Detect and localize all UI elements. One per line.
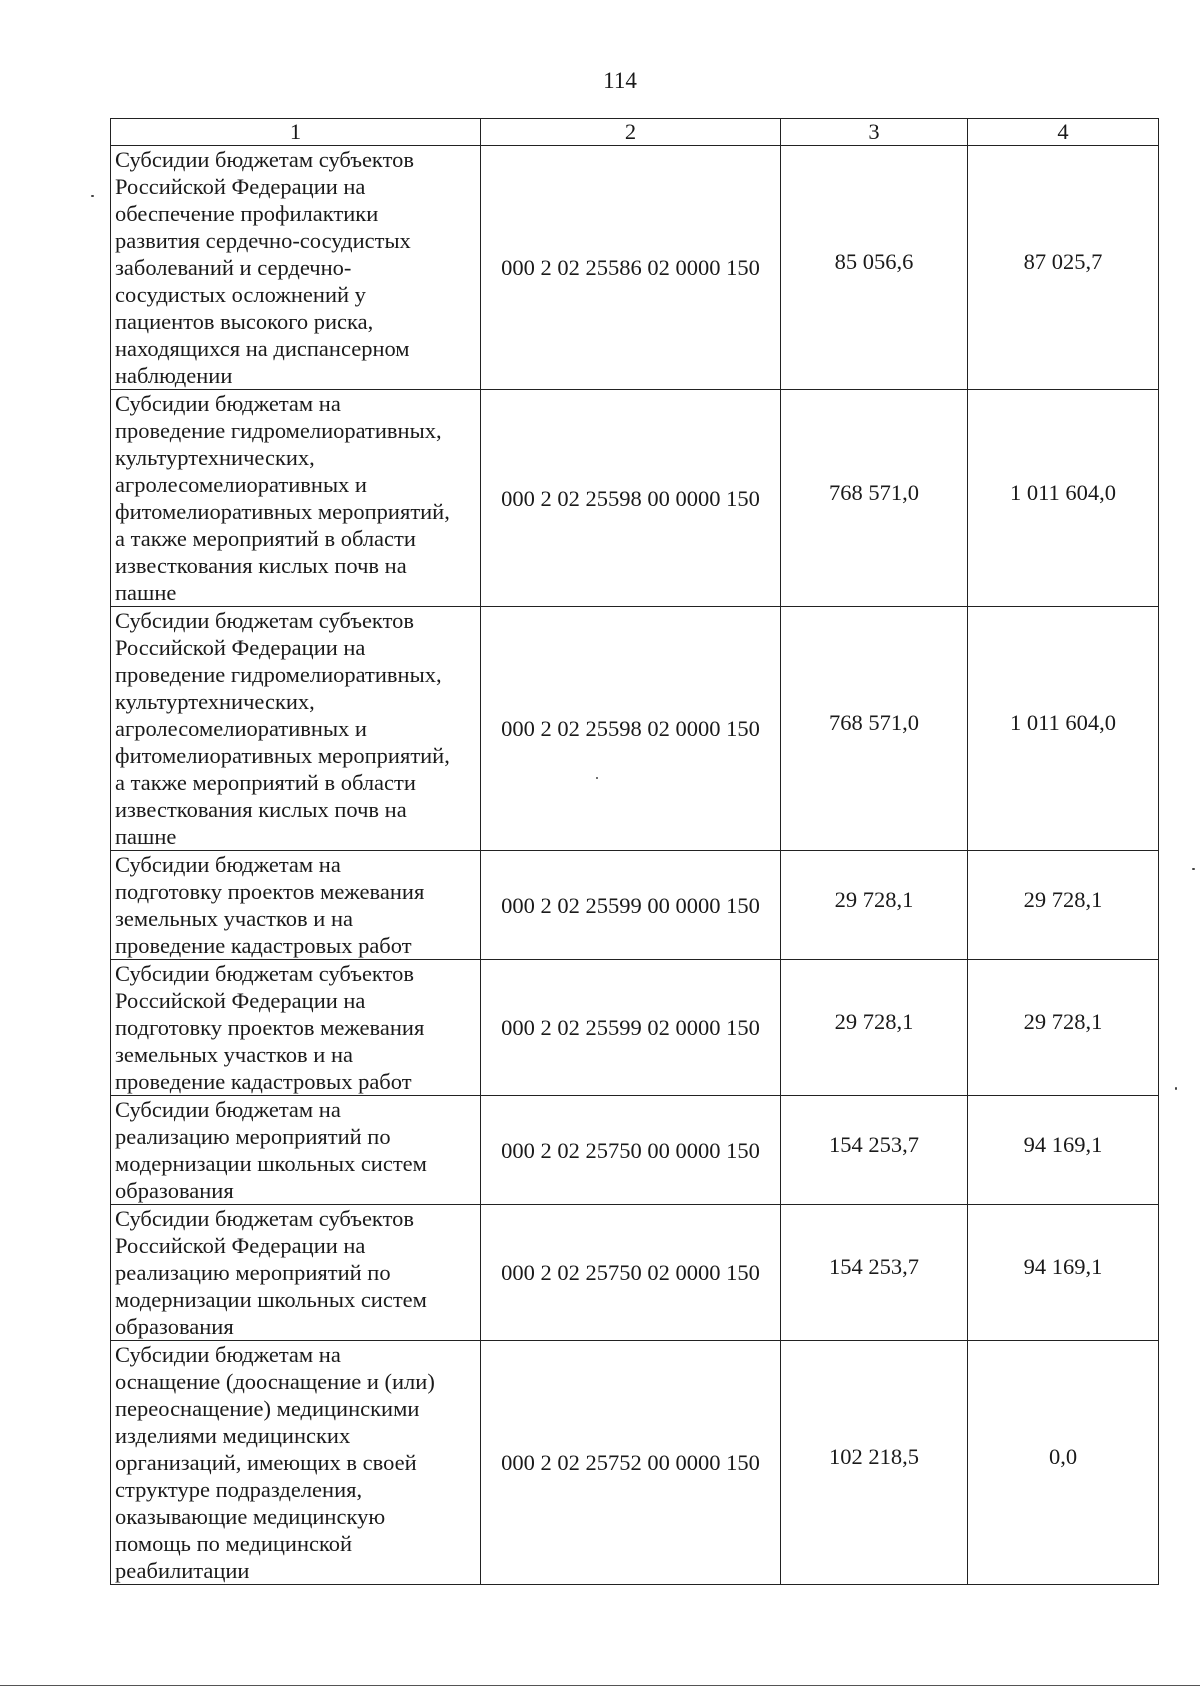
row-name: Субсидии бюджетам субъектов Российской Федерации на проведение гидромелиоративных, культуртехнических, агролесомелиоративных и фитомелиоративных мероприятий, а также мероприятий в области известкования кислых почв на пашне bbox=[111, 607, 481, 851]
row-code: 000 2 02 25750 02 0000 150 bbox=[481, 1205, 781, 1341]
header-cell-1: 1 bbox=[111, 119, 481, 146]
row-name: Субсидии бюджетам субъектов Российской Федерации на реализацию мероприятий по модернизации школьных систем образования bbox=[111, 1205, 481, 1341]
header-cell-3: 3 bbox=[781, 119, 968, 146]
row-value-2: 0,0 bbox=[968, 1341, 1159, 1585]
table-row bbox=[111, 1341, 1159, 1585]
row-code: 000 2 02 25586 02 0000 150 bbox=[481, 146, 781, 390]
row-value-1: 85 056,6 bbox=[781, 146, 968, 390]
page-number: 114 bbox=[603, 68, 637, 93]
table-row bbox=[111, 1096, 1159, 1205]
row-value-1: 29 728,1 bbox=[781, 851, 968, 960]
bottom-rule bbox=[0, 1685, 1200, 1686]
scan-speck bbox=[1192, 868, 1195, 870]
row-code: 000 2 02 25750 00 0000 150 bbox=[481, 1096, 781, 1205]
budget-table bbox=[110, 118, 1159, 1585]
row-code: 000 2 02 25599 00 0000 150 bbox=[481, 851, 781, 960]
row-name: Субсидии бюджетам на проведение гидромелиоративных, культуртехнических, агролесомелиоративных и фитомелиоративных мероприятий, а также мероприятий в области известкования кислых почв на пашне bbox=[111, 390, 481, 607]
row-name: Субсидии бюджетам субъектов Российской Федерации на подготовку проектов межевания земельных участков и на проведение кадастровых работ bbox=[111, 960, 481, 1096]
row-value-1: 102 218,5 bbox=[781, 1341, 968, 1585]
row-name: Субсидии бюджетам субъектов Российской Федерации на обеспечение профилактики развития сердечно-сосудистых заболеваний и сердечно- сосудистых осложнений у пациентов высокого риска, находящихся на диспансерном наблюдении bbox=[111, 146, 481, 390]
row-value-2: 87 025,7 bbox=[968, 146, 1159, 390]
row-value-1: 768 571,0 bbox=[781, 390, 968, 607]
row-code: 000 2 02 25598 00 0000 150 bbox=[481, 390, 781, 607]
scan-speck bbox=[596, 777, 598, 779]
row-value-1: 154 253,7 bbox=[781, 1205, 968, 1341]
table-row bbox=[111, 390, 1159, 607]
row-value-1: 768 571,0 bbox=[781, 607, 968, 851]
row-value-2: 1 011 604,0 bbox=[968, 607, 1159, 851]
row-code: 000 2 02 25598 02 0000 150 bbox=[481, 607, 781, 851]
row-name: Субсидии бюджетам на реализацию мероприятий по модернизации школьных систем образования bbox=[111, 1096, 481, 1205]
table-row bbox=[111, 960, 1159, 1096]
table-header-row bbox=[111, 119, 1159, 146]
table-row bbox=[111, 146, 1159, 390]
table-row bbox=[111, 607, 1159, 851]
row-value-2: 1 011 604,0 bbox=[968, 390, 1159, 607]
scan-speck bbox=[1175, 1087, 1177, 1090]
scan-speck bbox=[91, 195, 94, 197]
row-name: Субсидии бюджетам на подготовку проектов межевания земельных участков и на проведение кадастровых работ bbox=[111, 851, 481, 960]
table-row bbox=[111, 851, 1159, 960]
table-row bbox=[111, 1205, 1159, 1341]
row-code: 000 2 02 25599 02 0000 150 bbox=[481, 960, 781, 1096]
row-value-2: 29 728,1 bbox=[968, 960, 1159, 1096]
row-value-2: 94 169,1 bbox=[968, 1096, 1159, 1205]
row-value-2: 94 169,1 bbox=[968, 1205, 1159, 1341]
row-code: 000 2 02 25752 00 0000 150 bbox=[481, 1341, 781, 1585]
row-value-2: 29 728,1 bbox=[968, 851, 1159, 960]
row-value-1: 29 728,1 bbox=[781, 960, 968, 1096]
row-name: Субсидии бюджетам на оснащение (дооснащение и (или) переоснащение) медицинскими изделиями медицинских организаций, имеющих в своей структуре подразделения, оказывающие медицинскую помощь по медицинской реабилитации bbox=[111, 1341, 481, 1585]
header-cell-2: 2 bbox=[481, 119, 781, 146]
header-cell-4: 4 bbox=[968, 119, 1159, 146]
row-value-1: 154 253,7 bbox=[781, 1096, 968, 1205]
